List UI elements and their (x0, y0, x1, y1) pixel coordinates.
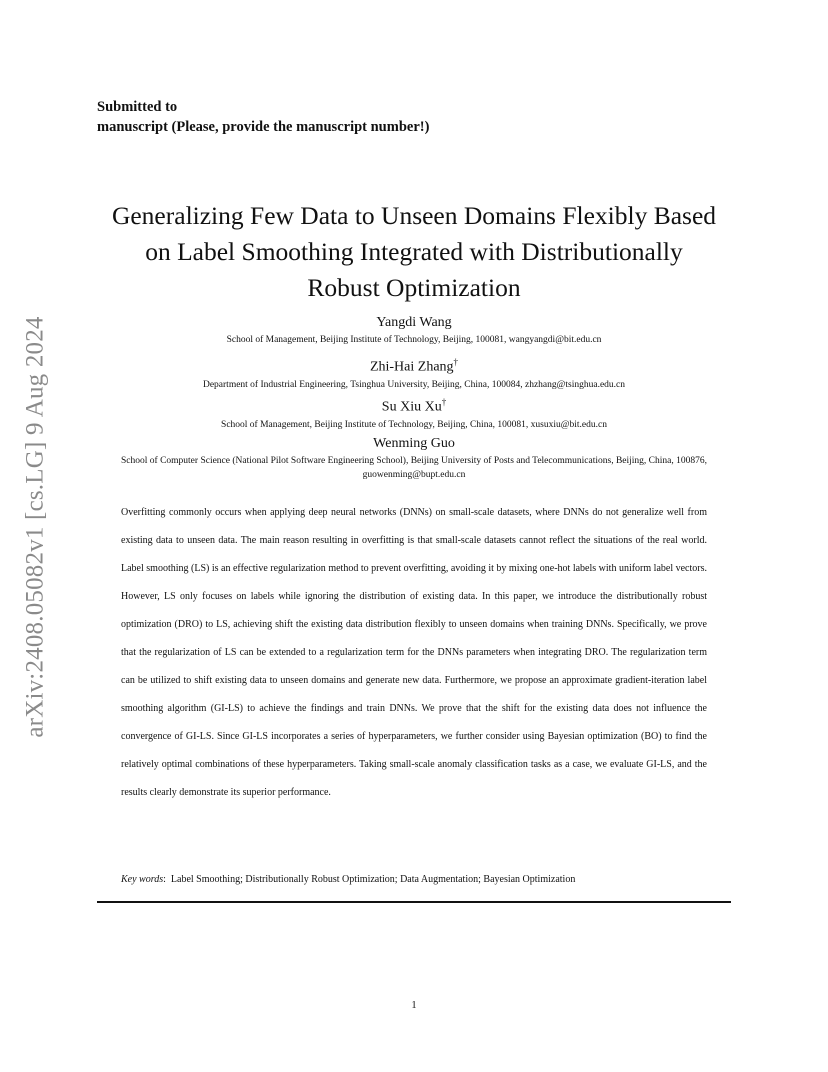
title-line: on Label Smoothing Integrated with Distributionally (145, 237, 683, 266)
author-affiliation: School of Management, Beijing Institute of Technology, Beijing, China, 100081, xusuxiu@bit.edu.cn (221, 419, 607, 430)
section-divider (97, 901, 731, 903)
author-affiliation: Department of Industrial Engineering, Tsinghua University, Beijing, China, 100084, zhzhang@tsinghua.edu.cn (202, 379, 626, 390)
author-block (80, 393, 748, 432)
corresponding-mark: † (453, 357, 459, 367)
keywords-label: Key words (121, 874, 164, 885)
author-affiliation: School of Management, Beijing Institute of Technology, Beijing, 100081, wangyangdi@bit.edu.cn (226, 335, 602, 345)
arxiv-stamp (18, 287, 54, 767)
page-number: 1 (411, 1000, 417, 1011)
author-affiliation: School of Computer Science (National Pilot Software Engineering School), Beijing University of Posts and Telecommunications, Beijing, China, 100876, guowenming@bupt.edu.cn (121, 456, 707, 480)
corresponding-mark: † (441, 397, 447, 407)
keywords-list: Label Smoothing; Distributionally Robust Optimization; Data Augmentation; Bayesian Optimization (170, 874, 576, 885)
author-name: Yangdi Wang (376, 315, 452, 330)
keywords: Key words: Label Smoothing; Distributionally Robust Optimization; Data Augmentation; Bayesian Optimization (121, 874, 576, 885)
author-block (80, 314, 748, 347)
submission-header (97, 97, 429, 137)
author-block (80, 353, 748, 392)
abstract: Overfitting commonly occurs when applying deep neural networks (DNNs) on small-scale datasets, where DNNs do not generalize well from existing data to unseen data. The main reason resulting in overfitting is that small-scale datasets cannot reflect the situations of the real world. Label smoothing (LS) is an effective regularization method to prevent overfitting, avoiding it by mixing one-hot labels with uniform label vectors. However, LS only focuses on labels while ignoring the distribution of existing data. In this paper, we introduce the distributionally robust optimization (DRO) to LS, achieving shift the existing data distribution flexibly to unseen domains when training DNNs. Specifically, we prove that the regularization of LS can be extended to a regularization term for the DNNs parameters when integrating DRO. The regularization term can be utilized to shift existing data to unseen domains and generate new data. Furthermore, we propose an approximate gradient-iteration label smoothing algorithm (GI-LS) to achieve the findings and train DNNs. We prove that the shift for the existing data does not influence the convergence of GI-LS. Since GI-LS incorporates a series of hyperparameters, we further consider using Bayesian optimization (BO) to find the relatively optimal combinations of these hyperparameters. Taking small-scale anomaly classification tasks as a case, we evaluate GI-LS, and the results clearly demonstrate its superior performance. (121, 507, 707, 798)
author-block (96, 435, 732, 482)
author-name: Su Xiu Xu† (381, 397, 447, 415)
manuscript-line: manuscript (Please, provide the manuscript number!) (97, 119, 430, 135)
submitted-to-line: Submitted to (97, 99, 178, 115)
arxiv-stamp-text: arXiv:2408.05082v1 [cs.LG] 9 Aug 2024 (22, 316, 49, 738)
author-name: Wenming Guo (373, 436, 455, 451)
author-name: Zhi-Hai Zhang† (369, 357, 459, 375)
title-line: Generalizing Few Data to Unseen Domains Flexibly Based (111, 201, 717, 230)
paper-title (60, 198, 768, 306)
title-line: Robust Optimization (307, 273, 521, 302)
